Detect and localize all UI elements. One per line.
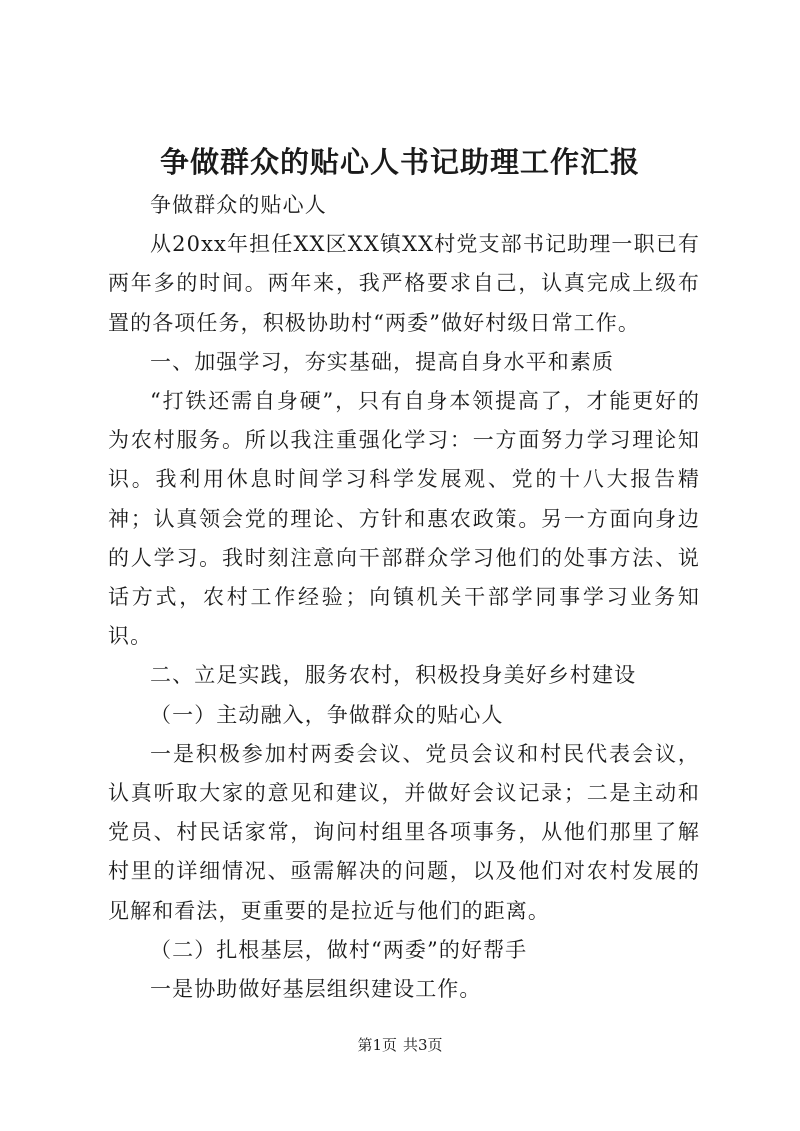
page-number: 第1页 xyxy=(357,1036,397,1054)
subsection-heading-1: （一）主动融入，争做群众的贴心人 xyxy=(150,702,504,727)
document-title: 争做群众的贴心人书记助理工作汇报 xyxy=(159,145,640,179)
paragraph-subtitle: 争做群众的贴心人 xyxy=(150,193,327,217)
paragraph-grassroots: 一是协助做好基层组织建设工作。 xyxy=(150,977,482,1002)
subsection-heading-2: （二）扎根基层，做村“两委”的好帮手 xyxy=(150,937,528,962)
document-body xyxy=(108,186,700,1009)
section-heading-2: 二、立足实践，服务农村，积极投身美好乡村建设 xyxy=(150,663,637,688)
page-footer xyxy=(0,1035,800,1055)
paragraph-intro: 从20xx年担任XX区XX镇XX村党支部书记助理一职已有两年多的时间。两年来，我严格要求自己，认真完成上级布置的各项任务，积极协助村“两委”做好村级日常工作。 xyxy=(108,232,700,335)
paragraph-meetings: 一是积极参加村两委会议、党员会议和村民代表会议，认真听取大家的意见和建议，并做好会议记录；二是主动和党员、村民话家常，询问村组里各项事务，从他们那里了解村里的详细情况、亟需解决的问题，以及他们对农村发展的见解和看法，更重要的是拉近与他们的距离。 xyxy=(108,741,700,923)
paragraph-study: “打铁还需自身硬”，只有自身本领提高了，才能更好的为农村服务。所以我注重强化学习：一方面努力学习理论知识。我利用休息时间学习科学发展观、党的十八大报告精神；认真领会党的理论、方针和惠农政策。另一方面向身边的人学习。我时刻注意向干部群众学习他们的处事方法、说话方式，农村工作经验；向镇机关干部学同事学习业务知识。 xyxy=(108,389,700,649)
section-heading-1: 一、加强学习，夯实基础，提高自身水平和素质 xyxy=(150,349,615,374)
page-total: 共3页 xyxy=(403,1036,443,1054)
